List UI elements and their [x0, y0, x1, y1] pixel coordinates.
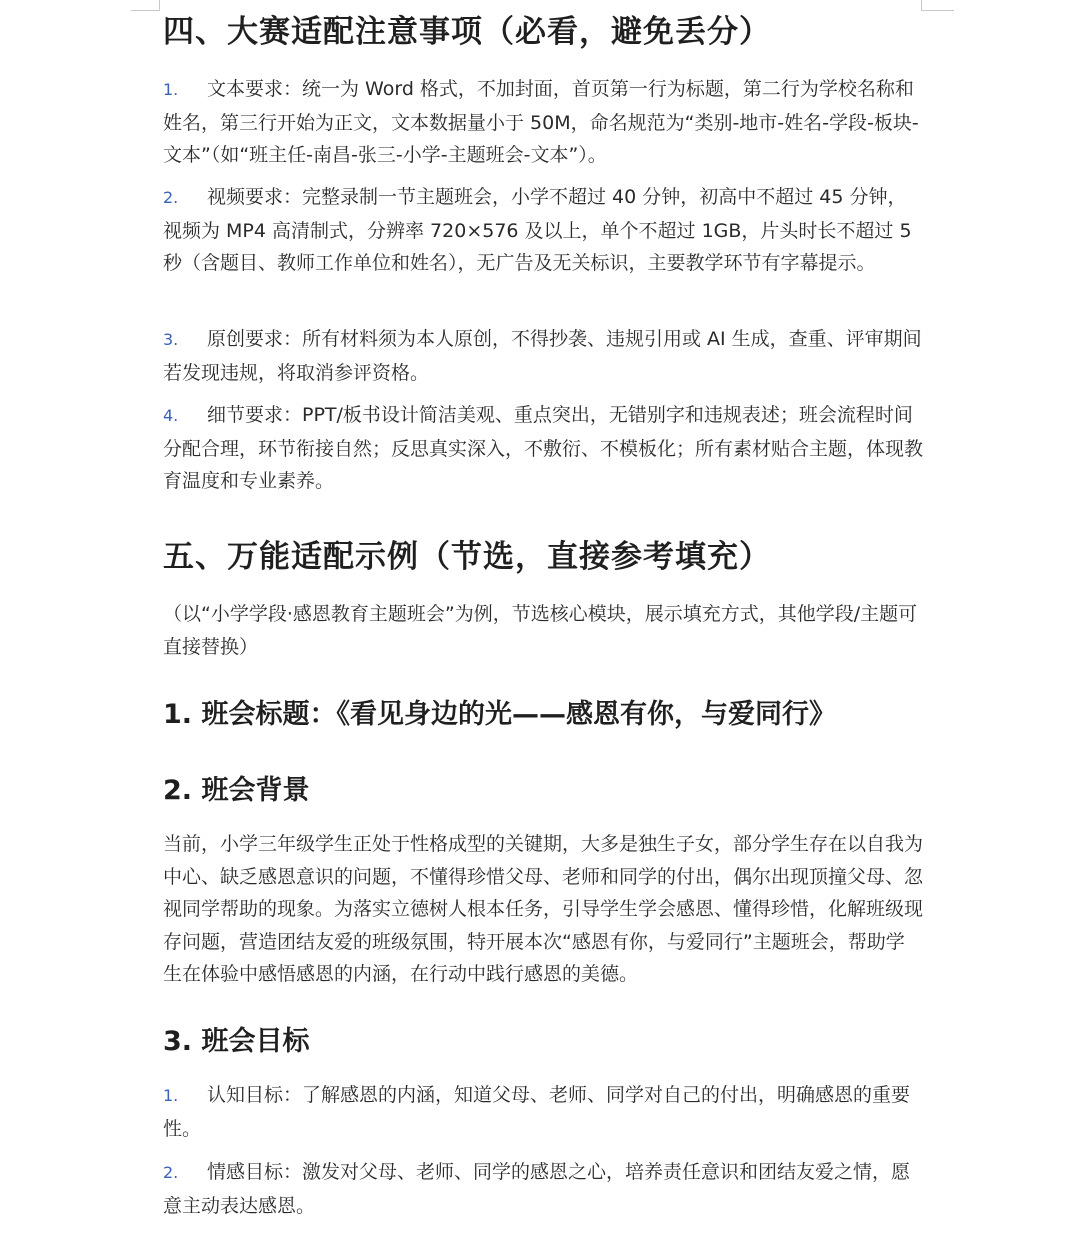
intro-text: （以“小学学段·感恩教育主题班会”为例，节选核心模块，展示填充方式，其他学段/主题可直接替换）: [163, 603, 918, 658]
section-5-heading-block: [163, 537, 923, 577]
list-item: [163, 1156, 923, 1222]
subheading-block: [163, 697, 923, 733]
section-4-heading-block: [163, 12, 923, 52]
page-corner-mark-left: [131, 0, 160, 11]
list-number: 4.: [163, 406, 179, 425]
subheading-meeting-title: 1. 班会标题：《看见身边的光——感恩有你，与爱同行》: [163, 699, 836, 730]
subheading-block: [163, 773, 923, 809]
subheading-goals: 3. 班会目标: [163, 1026, 310, 1057]
list-item: [163, 73, 923, 172]
list-number: 3.: [163, 330, 179, 349]
background-paragraph-block: [163, 828, 923, 991]
list-item-text: 情感目标：激发对父母、老师、同学的感恩之心，培养责任意识和团结友爱之情，愿意主动表达感恩。: [163, 1161, 911, 1217]
background-paragraph: 当前，小学三年级学生正处于性格成型的关键期，大多是独生子女，部分学生存在以自我为中心、缺乏感恩意识的问题，不懂得珍惜父母、老师和同学的付出，偶尔出现顶撞父母、忽视同学帮助的现象。为落实立德树人根本任务，引导学生学会感恩、懂得珍惜，化解班级现存问题，营造团结友爱的班级氛围，特开展本次“感恩有你，与爱同行”主题班会，帮助学生在体验中感悟感恩的内涵，在行动中践行感恩的美德。: [163, 833, 924, 985]
subheading-background: 2. 班会背景: [163, 775, 310, 806]
section-4-heading: 四、大赛适配注意事项（必看，避免丢分）: [163, 14, 771, 50]
page-corner-mark-right: [921, 0, 954, 11]
list-item-text: 视频要求：完整录制一节主题班会，小学不超过 40 分钟，初高中不超过 45 分钟，视频为 MP4 高清制式，分辨率 720×576 及以上，单个不超过 1GB，片头时长不超过 5 秒（含题目、教师工作单位和姓名），无广告及无关标识，主要教学环节有字幕提示。: [163, 186, 912, 274]
list-item-text: 认知目标：了解感恩的内涵，知道父母、老师、同学对自己的付出，明确感恩的重要性。: [163, 1084, 911, 1140]
subheading-block: [163, 1024, 923, 1060]
list-number: 1.: [163, 1086, 179, 1105]
list-item-text: 文本要求：统一为 Word 格式，不加封面，首页第一行为标题，第二行为学校名称和姓名，第三行开始为正文，文本数据量小于 50M，命名规范为“类别-地市-姓名-学段-板块-文本”（如“班主任-南昌-张三-小学-主题班会-文本”）。: [163, 78, 919, 166]
list-number: 2.: [163, 1163, 179, 1182]
list-item: [163, 323, 923, 389]
section-5-intro: [163, 598, 923, 663]
section-5-heading: 五、万能适配示例（节选，直接参考填充）: [163, 539, 771, 575]
list-number: 2.: [163, 188, 179, 207]
list-item-text: 原创要求：所有材料须为本人原创，不得抄袭、违规引用或 AI 生成，查重、评审期间若发现违规，将取消参评资格。: [163, 328, 922, 384]
list-item: [163, 1079, 923, 1145]
list-item: [163, 399, 923, 498]
list-item: [163, 181, 923, 280]
list-number: 1.: [163, 80, 179, 99]
list-item-text: 细节要求：PPT/板书设计简洁美观、重点突出，无错别字和违规表述；班会流程时间分配合理，环节衔接自然；反思真实深入，不敷衍、不模板化；所有素材贴合主题，体现教育温度和专业素养。: [163, 404, 924, 492]
